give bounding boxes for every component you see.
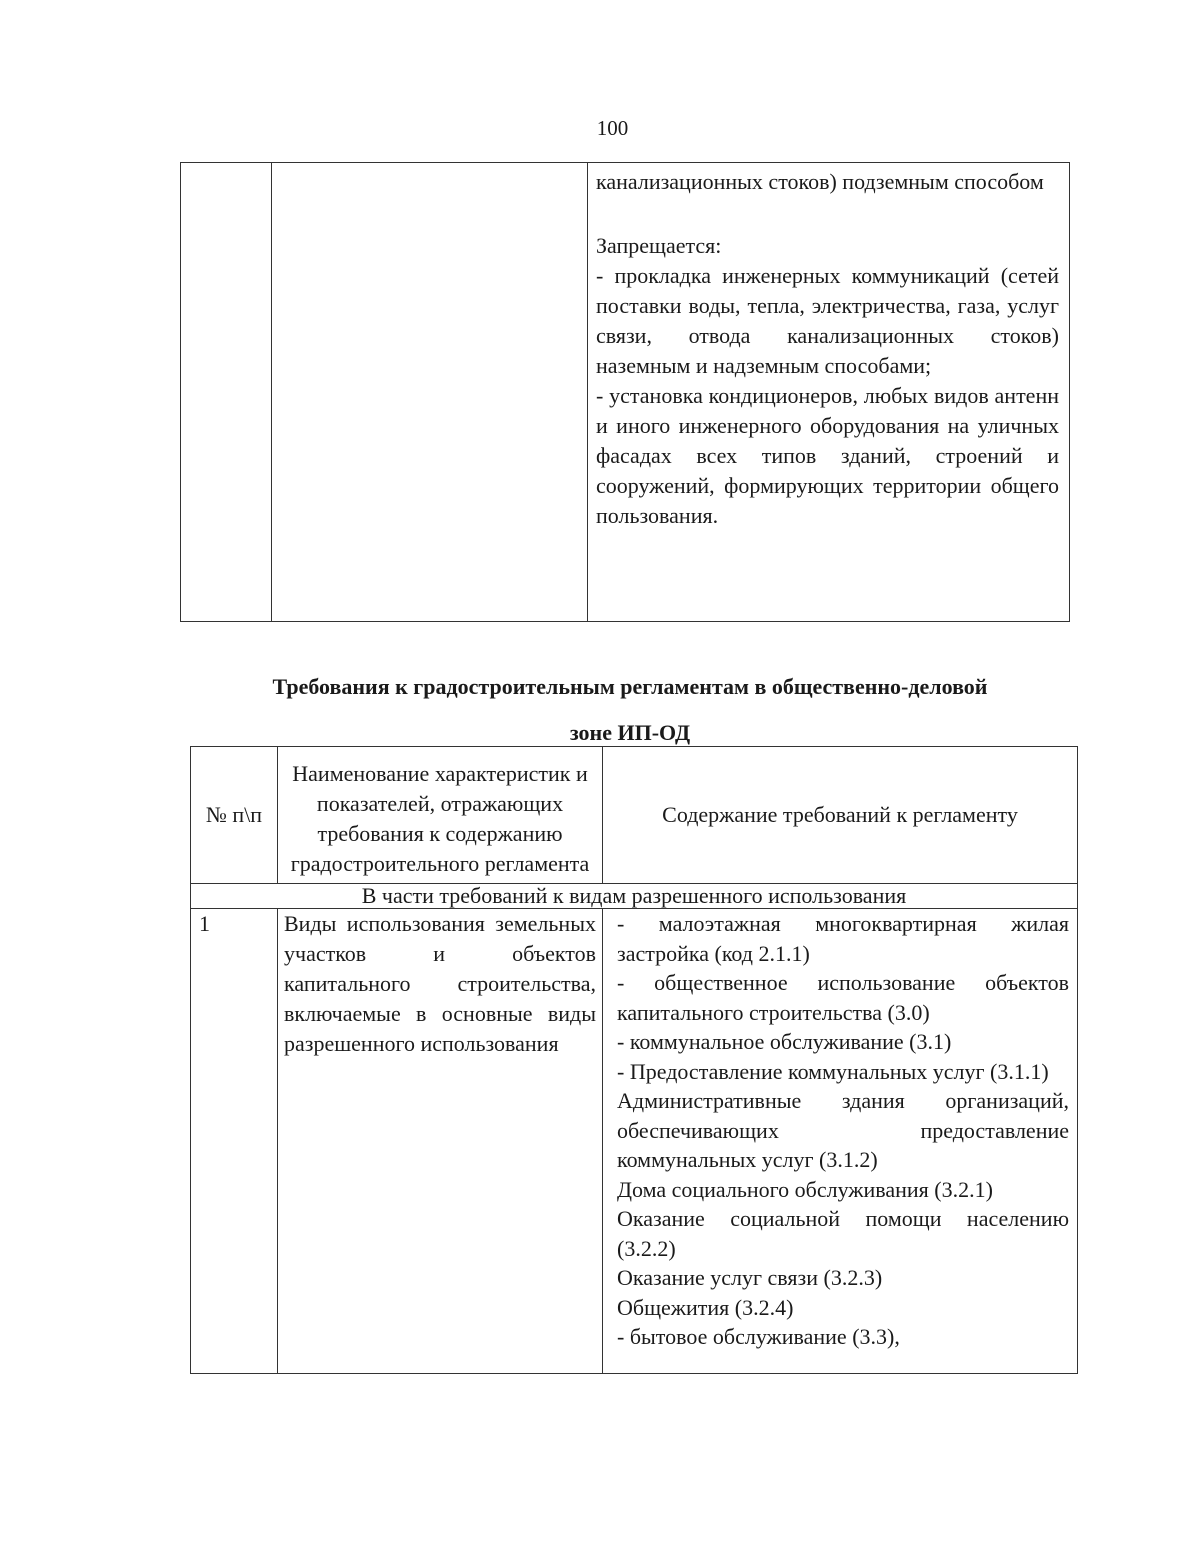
content-line: - установка кондиционеров, любых видов антенн и иного инженерного оборудования на уличных фасадах всех типов зданий, строений и сооружений, формирующих территории общего пользования.	[596, 383, 1059, 528]
content-line: - прокладка инженерных коммуникаций (сетей поставки воды, тепла, электричества, газа, услуг связи, отвода канализационных стоков) наземным и надземным способами;	[596, 263, 1059, 378]
content-line: канализационных стоков) подземным способом	[596, 169, 1044, 194]
row-number: 1	[191, 909, 278, 1374]
header-content: Содержание требований к регламенту	[603, 747, 1078, 884]
row-content	[603, 909, 1078, 1374]
header-row	[191, 747, 1078, 884]
table-row	[191, 909, 1078, 1374]
list-item: Оказание социальной помощи населению (3.2.2)	[617, 1206, 1069, 1261]
list-item: - малоэтажная многоквартирная жилая застройка (код 2.1.1)	[617, 911, 1069, 966]
cell-content	[588, 163, 1070, 622]
section-row-label: В части требований к видам разрешенного использования	[191, 884, 1078, 909]
section-title: Требования к градостроительным регламентам в общественно-деловой зоне ИП-ОД	[272, 674, 988, 745]
page-number: 100	[596, 116, 629, 140]
list-item: Административные здания организаций, обеспечивающих предоставление коммунальных услуг (3.1.2)	[617, 1088, 1069, 1172]
list-item: - коммунальное обслуживание (3.1)	[617, 1029, 952, 1054]
blank-line	[596, 197, 1059, 231]
list-item: - общественное использование объектов капитального строительства (3.0)	[617, 970, 1069, 1025]
continuation-table	[180, 162, 1070, 622]
cell-number-empty	[181, 163, 272, 622]
header-number: № п\п	[191, 747, 278, 884]
cell-name-empty	[272, 163, 588, 622]
content-line: Запрещается:	[596, 233, 722, 258]
list-item: - бытовое обслуживание (3.3),	[617, 1324, 900, 1349]
requirements-table	[190, 746, 1078, 1374]
list-item: Дома социального обслуживания (3.2.1)	[617, 1176, 993, 1202]
list-item: Общежития (3.2.4)	[617, 1294, 794, 1320]
list-item: Оказание услуг связи (3.2.3)	[617, 1265, 883, 1290]
row-name: Виды использования земельных участков и объектов капитального строительства, включаемые в основные виды разрешенного использования	[278, 909, 603, 1374]
table-row	[181, 163, 1070, 622]
section-row	[191, 884, 1078, 909]
header-characteristics: Наименование характеристик и показателей, отражающих требования к содержанию градостроительного регламента	[278, 747, 603, 884]
list-item: - Предоставление коммунальных услуг (3.1.1)	[617, 1058, 1049, 1084]
